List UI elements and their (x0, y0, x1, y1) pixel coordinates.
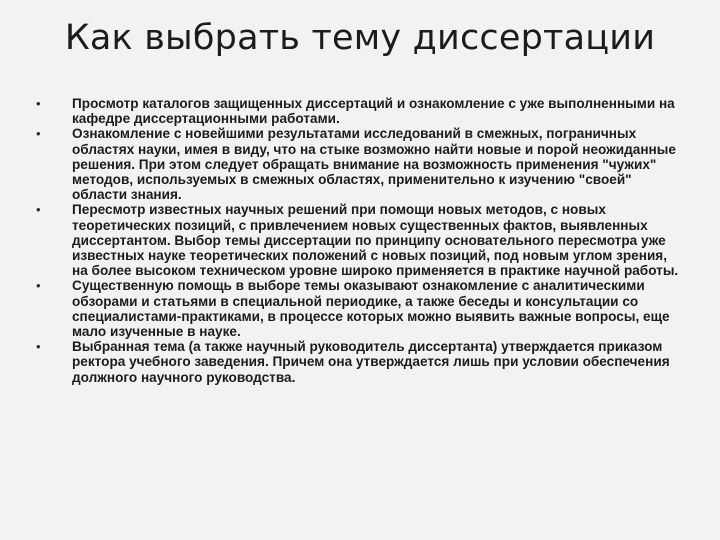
bullet-dot-icon: • (36, 202, 41, 218)
bullet-dot-icon: • (36, 278, 41, 294)
bullet-item (36, 278, 686, 339)
bullet-text: Ознакомление с новейшими результатами исследований в смежных, пограничных областях науки, имея в виду, что на стыке возможно найти новые и порой неожиданные решения. При этом следует обращать внимание на возможность применения "чужих" методов, используемых в смежных областях, применительно к изучению "своей" области знания. (72, 126, 676, 203)
slide-title: Как выбрать тему диссертации (64, 18, 656, 58)
bullet-item (36, 339, 686, 385)
bullet-text: Выбранная тема (а также научный руководитель диссертанта) утверждается приказом ректора учебного заведения. Причем она утверждается лишь при условии обеспечения должного научного руководства. (72, 339, 670, 385)
bullet-list (36, 96, 686, 385)
bullet-item (36, 96, 686, 126)
bullet-text: Просмотр каталогов защищенных диссертаций и ознакомление с уже выполненными на кафедре диссертационными работами. (72, 96, 675, 127)
bullet-dot-icon: • (36, 339, 41, 355)
bullet-dot-icon: • (36, 126, 41, 142)
bullet-text: Пересмотр известных научных решений при помощи новых методов, с новых теоретических позиций, с привлечением новых существенных фактов, выявленных диссертантом. Выбор темы диссертации по принципу основательного пересмотра уже известных науке теоретических положений с новых позиций, под новым углом зрения, на более высоком техническом уровне широко применяется в практике научной работы. (72, 202, 679, 279)
bullet-text: Существенную помощь в выборе темы оказывают ознакомление с аналитическими обзорами и статьями в специальной периодике, а также беседы и консультации со специалистами-практиками, в процессе которых можно выявить важные вопросы, еще мало изученные в науке. (72, 278, 670, 340)
bullet-dot-icon: • (36, 96, 41, 111)
bullet-item (36, 126, 686, 202)
bullet-item (36, 202, 686, 278)
